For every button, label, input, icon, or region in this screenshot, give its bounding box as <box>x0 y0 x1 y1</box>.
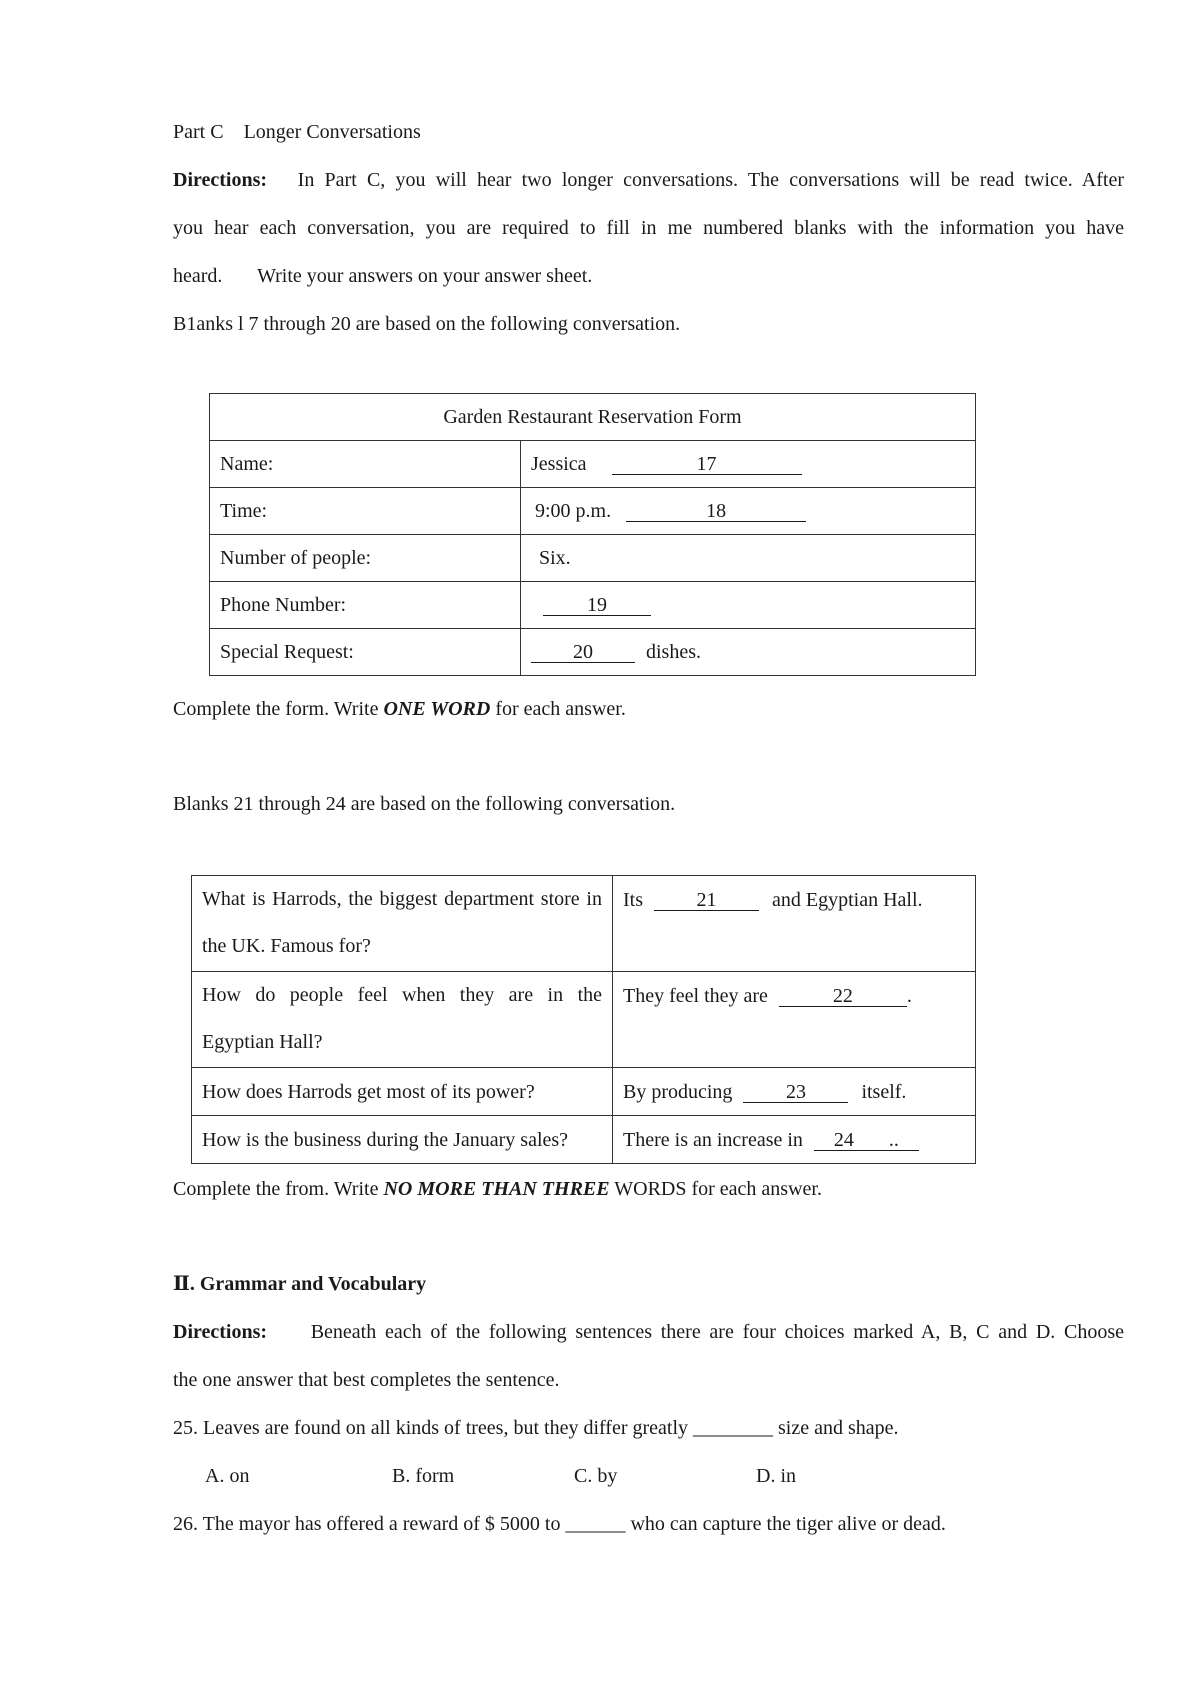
blank-24[interactable]: 24 .. <box>814 1130 919 1151</box>
form-label: Phone Number: <box>210 582 521 629</box>
section-2-directions-line-1: Directions: Beneath each of the following sentences there are four choices marked A, B, C and D. Choose <box>173 1321 1124 1343</box>
section-2-directions-line-2: the one answer that best completes the sentence. <box>173 1369 560 1391</box>
choice-a[interactable]: A. on <box>205 1465 250 1487</box>
directions-label: Directions: <box>173 169 268 191</box>
form-label: Number of people: <box>210 535 521 582</box>
question-cell: How do people feel when they are in the Egyptian Hall? <box>192 972 613 1068</box>
blank-20[interactable]: 20 <box>531 642 635 663</box>
blank-21[interactable]: 21 <box>654 890 759 911</box>
form-row-name <box>210 441 976 488</box>
form-row-time <box>210 488 976 535</box>
question-cell: What is Harrods, the biggest department store in the UK. Famous for? <box>192 876 613 972</box>
form-value: Six. <box>521 535 976 582</box>
blank-23[interactable]: 23 <box>743 1082 848 1103</box>
answer-cell: They feel they are 22 . <box>613 972 976 1068</box>
choice-b[interactable]: B. form <box>392 1465 455 1487</box>
blank-17[interactable]: 17 <box>612 454 802 475</box>
part-label: Part C <box>173 121 224 143</box>
form-value: 20 dishes. <box>521 629 976 676</box>
answer-cell: Its 21 and Egyptian Hall. <box>613 876 976 972</box>
intro-blanks-17-20: B1anks l 7 through 20 are based on the following conversation. <box>173 313 681 335</box>
intro-blanks-21-24: Blanks 21 through 24 are based on the following conversation. <box>173 793 676 815</box>
directions-line-3: heard. Write your answers on your answer sheet. <box>173 265 593 287</box>
form-value <box>521 582 976 629</box>
choice-c[interactable]: C. by <box>574 1465 618 1487</box>
directions-line-1: Directions: In Part C, you will hear two longer conversations. The conversations will be read twice. After <box>173 169 1124 191</box>
qa-row <box>192 1116 976 1164</box>
form1-note: Complete the form. Write ONE WORD for each answer. <box>173 698 626 720</box>
form-row-people <box>210 535 976 582</box>
qa-row <box>192 876 976 972</box>
qa-row <box>192 1068 976 1116</box>
question-25: 25. Leaves are found on all kinds of trees, but they differ greatly ________ size and shape. <box>173 1417 899 1439</box>
form2-note: Complete the from. Write NO MORE THAN THREE WORDS for each answer. <box>173 1178 822 1200</box>
blank-19[interactable]: 19 <box>543 595 651 616</box>
form-label: Time: <box>210 488 521 535</box>
answer-cell: By producing 23 itself. <box>613 1068 976 1116</box>
directions-line-2: you hear each conversation, you are required to fill in me numbered blanks with the information you have <box>173 217 1124 239</box>
question-cell: How is the business during the January sales? <box>192 1116 613 1164</box>
blank-22[interactable]: 22 <box>779 986 907 1007</box>
harrods-table <box>191 875 976 1164</box>
question-26: 26. The mayor has offered a reward of $ 5000 to ______ who can capture the tiger alive or dead. <box>173 1513 946 1535</box>
part-c-heading <box>173 120 1124 144</box>
part-title: Longer Conversations <box>243 121 421 143</box>
qa-row <box>192 972 976 1068</box>
form-label: Name: <box>210 441 521 488</box>
directions-label: Directions: <box>173 1321 268 1343</box>
section-2-heading: Ⅱ. Grammar and Vocabulary <box>173 1273 427 1295</box>
answer-cell: There is an increase in 24 .. <box>613 1116 976 1164</box>
reservation-form-table <box>209 393 976 676</box>
form-title: Garden Restaurant Reservation Form <box>210 394 976 441</box>
form-row-phone <box>210 582 976 629</box>
form-row-special <box>210 629 976 676</box>
choice-d[interactable]: D. in <box>756 1465 796 1487</box>
blank-18[interactable]: 18 <box>626 501 806 522</box>
form-value: 9:00 p.m. 18 <box>521 488 976 535</box>
form-value: Jessica 17 <box>521 441 976 488</box>
form-label: Special Request: <box>210 629 521 676</box>
question-cell: How does Harrods get most of its power? <box>192 1068 613 1116</box>
